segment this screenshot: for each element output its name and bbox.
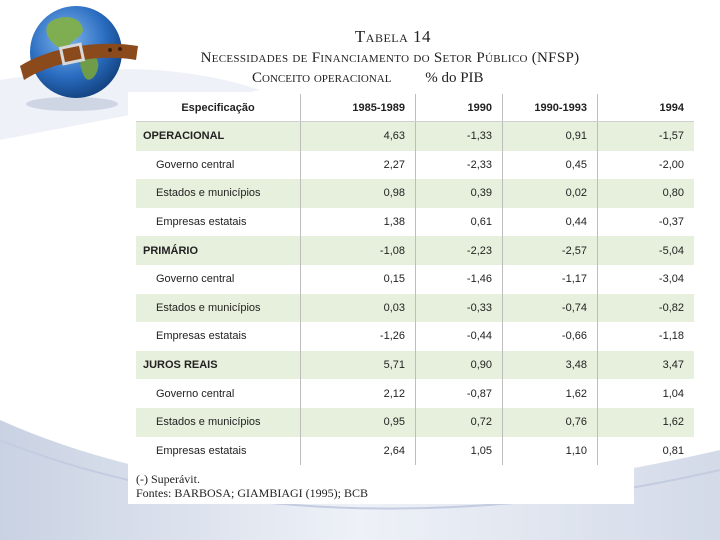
note-superavit: (-) Superávit.	[136, 472, 200, 486]
table-cell: 0,76	[503, 408, 598, 437]
table-cell: 0,72	[416, 408, 503, 437]
concept-label: Conceito operacional	[252, 70, 392, 86]
table-row	[136, 208, 694, 237]
table-cell: 1,05	[416, 437, 503, 466]
table-cell: -1,46	[416, 265, 503, 294]
table-cell: 0,44	[503, 208, 598, 237]
nfsp-table	[136, 94, 694, 465]
header-1994: 1994	[598, 94, 695, 122]
table-cell: -0,44	[416, 322, 503, 351]
table-row	[136, 322, 694, 351]
table-row	[136, 437, 694, 466]
table-cell: -0,82	[598, 294, 695, 323]
note-sources: Fontes: BARBOSA; GIAMBIAGI (1995); BCB	[136, 486, 369, 500]
table-number: Tabela 14	[354, 27, 432, 46]
table-cell: 0,98	[301, 179, 416, 208]
globe-with-belt-icon	[12, 2, 142, 114]
table-cell: 0,95	[301, 408, 416, 437]
table-cell: 3,47	[598, 351, 695, 380]
table-cell: 0,91	[503, 122, 598, 151]
table-cell: -2,23	[416, 236, 503, 265]
header-especificacao: Especificação	[136, 94, 301, 122]
table-cell: -1,57	[598, 122, 695, 151]
table-row	[136, 351, 694, 380]
table-cell: 0,15	[301, 265, 416, 294]
table-cell: 1,62	[598, 408, 695, 437]
row-label: Governo central	[156, 158, 235, 171]
table-caption	[160, 26, 620, 88]
table-header-row	[136, 94, 694, 122]
table-subtitle	[160, 68, 620, 88]
table-row	[136, 151, 694, 180]
row-label: Governo central	[156, 387, 235, 400]
table-cell: 0,81	[598, 437, 695, 466]
unit-label: % do PIB	[425, 70, 484, 86]
table-cell: -1,18	[598, 322, 695, 351]
table-title: Necessidades de Financiamento do Setor Público (NFSP)	[200, 50, 580, 66]
table-cell: -0,74	[503, 294, 598, 323]
header-1990-1993: 1990-1993	[503, 94, 598, 122]
table-row	[136, 236, 694, 265]
table-row	[136, 379, 694, 408]
table-cell: 2,27	[301, 151, 416, 180]
row-label: Empresas estatais	[156, 216, 247, 229]
table-cell: -1,17	[503, 265, 598, 294]
table-cell: 5,71	[301, 351, 416, 380]
table-cell: 1,10	[503, 437, 598, 466]
table-cell: -0,37	[598, 208, 695, 237]
row-group-label: JUROS REAIS	[136, 351, 301, 380]
table-cell: 0,90	[416, 351, 503, 380]
table-cell: 0,45	[503, 151, 598, 180]
table-cell: -2,00	[598, 151, 695, 180]
row-label: Estados e municípios	[136, 408, 301, 437]
table-cell: -0,33	[416, 294, 503, 323]
table-cell: 1,62	[503, 379, 598, 408]
table-cell: 2,12	[301, 379, 416, 408]
header-1985-1989: 1985-1989	[301, 94, 416, 122]
table-row	[136, 122, 694, 151]
table-row	[136, 408, 694, 437]
table-row	[136, 265, 694, 294]
table-row	[136, 294, 694, 323]
table-cell: 0,02	[503, 179, 598, 208]
table-cell: 1,04	[598, 379, 695, 408]
table-cell: 1,38	[301, 208, 416, 237]
row-label: Estados e municípios	[136, 294, 301, 323]
table-cell: 3,48	[503, 351, 598, 380]
table-cell: -1,33	[416, 122, 503, 151]
table-cell: -0,87	[416, 379, 503, 408]
header-1990: 1990	[416, 94, 503, 122]
row-group-label: PRIMÁRIO	[136, 236, 301, 265]
table-cell: -3,04	[598, 265, 695, 294]
table-cell: 4,63	[301, 122, 416, 151]
table-cell: 2,64	[301, 437, 416, 466]
table-cell: -1,26	[301, 322, 416, 351]
row-label: Empresas estatais	[156, 444, 247, 457]
row-label: Estados e municípios	[136, 179, 301, 208]
row-group-label: OPERACIONAL	[136, 122, 301, 151]
table-cell: 0,03	[301, 294, 416, 323]
table-cell: -2,33	[416, 151, 503, 180]
table-cell: -5,04	[598, 236, 695, 265]
table-cell: -0,66	[503, 322, 598, 351]
table-cell: 0,39	[416, 179, 503, 208]
row-label: Governo central	[156, 273, 235, 286]
table-row	[136, 179, 694, 208]
table-notes	[136, 472, 368, 500]
table-cell: 0,61	[416, 208, 503, 237]
table-cell: 0,80	[598, 179, 695, 208]
table-cell: -2,57	[503, 236, 598, 265]
row-label: Empresas estatais	[156, 330, 247, 343]
table-cell: -1,08	[301, 236, 416, 265]
